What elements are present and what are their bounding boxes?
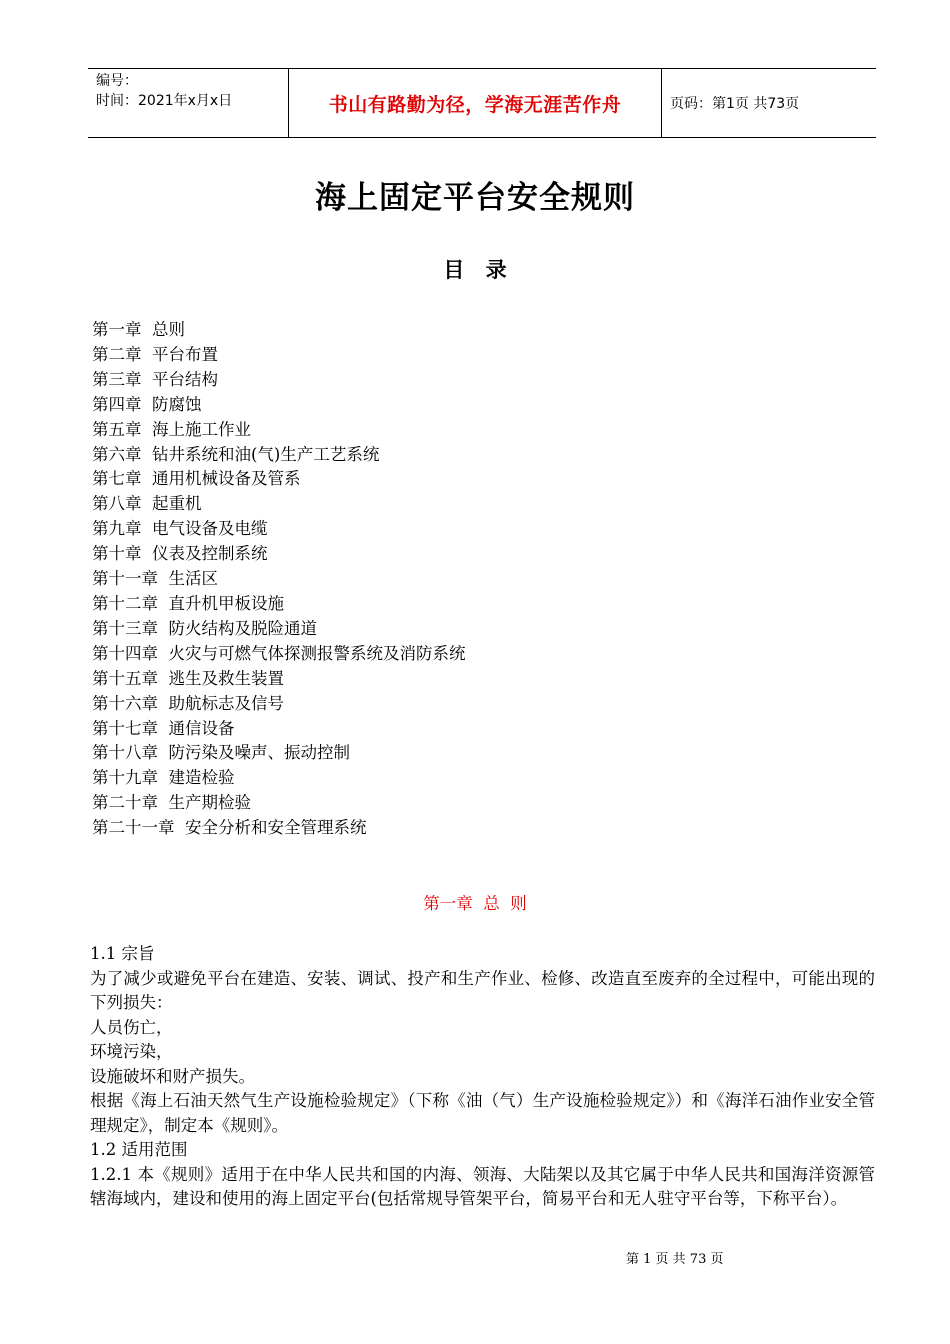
- page-info: 页码：第1页 共73页: [670, 96, 800, 112]
- toc-item: 第六章 钻井系统和油(气)生产工艺系统: [92, 444, 380, 464]
- header-page-cell: [662, 69, 876, 137]
- header-motto-cell: [288, 69, 662, 137]
- toc-heading: 目 录: [443, 258, 507, 282]
- section-heading: 1.1 宗旨: [90, 944, 155, 963]
- toc-item: 第一章 总则: [92, 320, 185, 339]
- toc-item: 第八章 起重机: [92, 494, 202, 514]
- chapter-body: [90, 942, 875, 1212]
- body-paragraph: 环境污染，: [90, 1042, 173, 1061]
- body-paragraph: 根据《海上石油天然气生产设施检验规定》（下称《油（气）生产设施检验规定》）和《海洋石油作业安全管理规定》，制定本《规则》。: [90, 1091, 875, 1135]
- toc-item: 第十二章 直升机甲板设施: [92, 593, 284, 613]
- body-paragraph: 设施破坏和财产损失。: [90, 1066, 255, 1086]
- toc-item: 第十六章 助航标志及信号: [92, 693, 284, 713]
- time-label: 时间：2021年x月x日: [96, 93, 233, 109]
- toc-item: 第七章 通用机械设备及管系: [92, 469, 301, 489]
- body-paragraph: 人员伤亡，: [90, 1017, 173, 1037]
- toc-item: 第十七章 通信设备: [92, 718, 235, 738]
- toc-item: 第十四章 火灾与可燃气体探测报警系统及消防系统: [92, 643, 466, 663]
- body-paragraph: 为了减少或避免平台在建造、安装、调试、投产和生产作业、检修、改造直至废弃的全过程中，可能出现的下列损失：: [90, 968, 875, 1012]
- chapter-heading: 第一章 总 则: [423, 894, 527, 913]
- header-table: [88, 68, 876, 138]
- page-footer: 第 1 页 共 73 页: [626, 1252, 724, 1267]
- toc-item: 第十一章 生活区: [92, 569, 218, 589]
- toc-item: 第十章 仪表及控制系统: [92, 544, 268, 564]
- toc-item: 第十八章 防污染及噪声、振动控制: [92, 743, 350, 763]
- toc-item: 第十五章 逃生及救生装置: [92, 668, 284, 688]
- toc-item: 第四章 防腐蚀: [92, 394, 202, 414]
- toc-item: 第五章 海上施工作业: [92, 419, 251, 439]
- toc-item: 第十三章 防火结构及脱险通道: [92, 618, 317, 638]
- motto-text: 书山有路勤为径，学海无涯苦作舟: [328, 93, 622, 116]
- body-paragraph: 1.2.1 本《规则》适用于在中华人民共和国的内海、领海、大陆架以及其它属于中华人民共和国海洋资源管辖海域内，建设和使用的海上固定平台(包括常规导管架平台，简易平台和无人驻守平台等，下称平台）。: [90, 1164, 875, 1208]
- number-label: 编号：: [96, 73, 138, 89]
- header-meta-cell: [88, 69, 288, 137]
- document-title: 海上固定平台安全规则: [315, 180, 635, 216]
- toc-item: 第二章 平台布置: [92, 344, 218, 364]
- toc-item: 第二十一章 安全分析和安全管理系统: [92, 818, 367, 838]
- table-of-contents: [92, 318, 466, 841]
- section-heading: 1.2 适用范围: [90, 1140, 188, 1159]
- toc-item: 第九章 电气设备及电缆: [92, 519, 268, 539]
- toc-item: 第三章 平台结构: [92, 369, 218, 389]
- toc-item: 第十九章 建造检验: [92, 768, 235, 788]
- toc-item: 第二十章 生产期检验: [92, 793, 251, 813]
